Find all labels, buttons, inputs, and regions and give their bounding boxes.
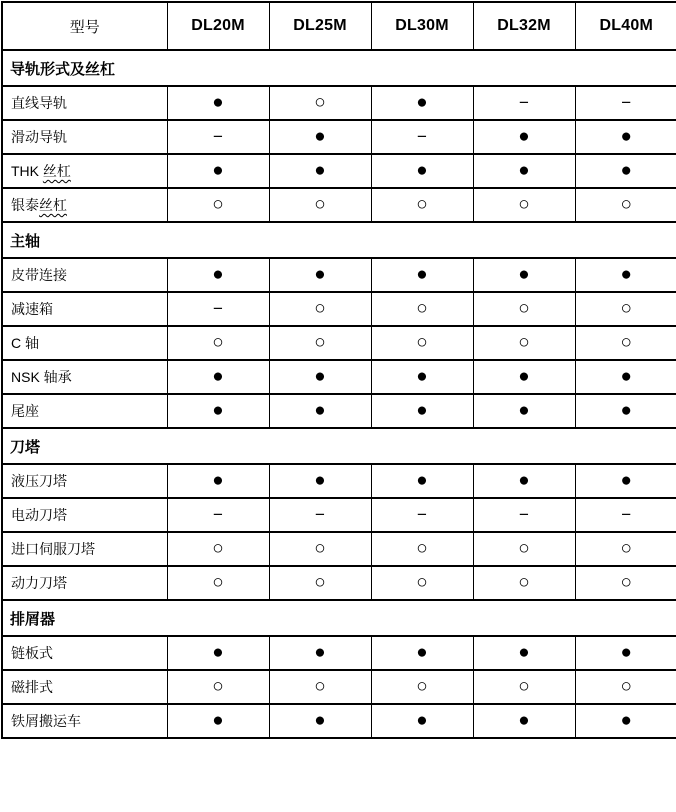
header-row	[2, 2, 676, 50]
row-label: 银泰丝杠	[2, 188, 167, 222]
row-label: 链板式	[2, 636, 167, 670]
open-circle-icon: ○	[518, 194, 530, 215]
open-circle-icon: ○	[314, 92, 326, 113]
symbol-cell	[473, 704, 575, 738]
symbol-cell	[371, 292, 473, 326]
symbol-cell	[167, 704, 269, 738]
filled-circle-icon: ●	[416, 366, 428, 387]
row-label: C 轴	[2, 326, 167, 360]
filled-circle-icon: ●	[314, 366, 326, 387]
section-title: 导轨形式及丝杠	[2, 50, 676, 86]
open-circle-icon: ○	[212, 572, 224, 593]
section-row	[2, 600, 676, 636]
filled-circle-icon: ●	[518, 366, 530, 387]
symbol-cell	[371, 532, 473, 566]
symbol-cell	[575, 120, 676, 154]
symbol-cell	[575, 464, 676, 498]
open-circle-icon: ○	[416, 332, 428, 353]
filled-circle-icon: ●	[416, 470, 428, 491]
symbol-cell	[473, 360, 575, 394]
symbol-cell	[575, 326, 676, 360]
symbol-cell	[473, 394, 575, 428]
symbol-cell	[371, 636, 473, 670]
row-label: 磁排式	[2, 670, 167, 704]
open-circle-icon: ○	[314, 538, 326, 559]
symbol-cell	[269, 704, 371, 738]
symbol-cell	[269, 86, 371, 120]
open-circle-icon: ○	[620, 332, 632, 353]
filled-circle-icon: ●	[212, 642, 224, 663]
filled-circle-icon: ●	[416, 160, 428, 181]
symbol-cell	[269, 566, 371, 600]
filled-circle-icon: ●	[314, 642, 326, 663]
filled-circle-icon: ●	[212, 160, 224, 181]
dash-icon: −	[315, 504, 325, 524]
symbol-cell	[167, 532, 269, 566]
table-row	[2, 704, 676, 738]
filled-circle-icon: ●	[416, 264, 428, 285]
filled-circle-icon: ●	[620, 126, 632, 147]
symbol-cell	[167, 566, 269, 600]
row-label: 尾座	[2, 394, 167, 428]
symbol-cell	[473, 188, 575, 222]
symbol-cell	[371, 326, 473, 360]
filled-circle-icon: ●	[620, 264, 632, 285]
symbol-cell	[473, 636, 575, 670]
header-model: DL32M	[473, 2, 575, 50]
symbol-cell	[575, 670, 676, 704]
open-circle-icon: ○	[416, 572, 428, 593]
table-row	[2, 636, 676, 670]
filled-circle-icon: ●	[314, 400, 326, 421]
row-label: NSK 轴承	[2, 360, 167, 394]
open-circle-icon: ○	[314, 298, 326, 319]
symbol-cell	[167, 154, 269, 188]
filled-circle-icon: ●	[314, 710, 326, 731]
symbol-cell	[167, 292, 269, 326]
symbol-cell	[371, 464, 473, 498]
symbol-cell	[575, 394, 676, 428]
open-circle-icon: ○	[518, 538, 530, 559]
table-row	[2, 532, 676, 566]
open-circle-icon: ○	[518, 332, 530, 353]
open-circle-icon: ○	[314, 332, 326, 353]
symbol-cell	[269, 532, 371, 566]
section-row	[2, 222, 676, 258]
symbol-cell	[167, 188, 269, 222]
open-circle-icon: ○	[518, 572, 530, 593]
filled-circle-icon: ●	[620, 160, 632, 181]
symbol-cell	[269, 326, 371, 360]
spellcheck-wavy-underline: 丝杠	[39, 197, 67, 213]
filled-circle-icon: ●	[518, 160, 530, 181]
symbol-cell	[371, 258, 473, 292]
symbol-cell	[371, 86, 473, 120]
open-circle-icon: ○	[620, 676, 632, 697]
table-row	[2, 566, 676, 600]
filled-circle-icon: ●	[620, 400, 632, 421]
section-row	[2, 50, 676, 86]
symbol-cell	[167, 394, 269, 428]
spellcheck-wavy-underline: 丝杠	[42, 163, 71, 179]
symbol-cell	[473, 498, 575, 532]
symbol-cell	[371, 704, 473, 738]
symbol-cell	[269, 464, 371, 498]
row-label: 铁屑搬运车	[2, 704, 167, 738]
symbol-cell	[473, 532, 575, 566]
symbol-cell	[371, 154, 473, 188]
open-circle-icon: ○	[518, 298, 530, 319]
open-circle-icon: ○	[620, 572, 632, 593]
dash-icon: −	[621, 92, 632, 112]
symbol-cell	[473, 154, 575, 188]
symbol-cell	[269, 360, 371, 394]
table-row	[2, 464, 676, 498]
table-row	[2, 154, 676, 188]
open-circle-icon: ○	[518, 676, 530, 697]
symbol-cell	[473, 86, 575, 120]
symbol-cell	[575, 154, 676, 188]
filled-circle-icon: ●	[620, 366, 632, 387]
symbol-cell	[167, 120, 269, 154]
table-row	[2, 326, 676, 360]
symbol-cell	[371, 394, 473, 428]
symbol-cell	[575, 360, 676, 394]
symbol-cell	[167, 86, 269, 120]
row-label: 滑动导轨	[2, 120, 167, 154]
symbol-cell	[473, 120, 575, 154]
filled-circle-icon: ●	[212, 264, 224, 285]
header-model: DL25M	[269, 2, 371, 50]
filled-circle-icon: ●	[620, 710, 632, 731]
symbol-cell	[269, 258, 371, 292]
spec-table-body	[2, 50, 676, 738]
open-circle-icon: ○	[314, 572, 326, 593]
table-row	[2, 360, 676, 394]
symbol-cell	[167, 670, 269, 704]
open-circle-icon: ○	[212, 332, 224, 353]
symbol-cell	[575, 704, 676, 738]
section-row	[2, 428, 676, 464]
table-row	[2, 394, 676, 428]
table-row	[2, 188, 676, 222]
symbol-cell	[167, 326, 269, 360]
filled-circle-icon: ●	[212, 470, 224, 491]
open-circle-icon: ○	[416, 194, 428, 215]
row-label: 液压刀塔	[2, 464, 167, 498]
header-model-column-label: 型号	[2, 2, 167, 50]
symbol-cell	[473, 464, 575, 498]
open-circle-icon: ○	[314, 194, 326, 215]
header-model: DL20M	[167, 2, 269, 50]
spec-table	[1, 1, 676, 739]
symbol-cell	[473, 258, 575, 292]
open-circle-icon: ○	[620, 538, 632, 559]
symbol-cell	[167, 464, 269, 498]
table-row	[2, 86, 676, 120]
symbol-cell	[269, 498, 371, 532]
open-circle-icon: ○	[416, 298, 428, 319]
dash-icon: −	[519, 504, 529, 524]
open-circle-icon: ○	[212, 194, 224, 215]
filled-circle-icon: ●	[416, 642, 428, 663]
symbol-cell	[371, 566, 473, 600]
symbol-cell	[371, 120, 473, 154]
open-circle-icon: ○	[620, 298, 632, 319]
symbol-cell	[575, 292, 676, 326]
symbol-cell	[269, 120, 371, 154]
symbol-cell	[269, 636, 371, 670]
symbol-cell	[575, 86, 676, 120]
filled-circle-icon: ●	[416, 400, 428, 421]
filled-circle-icon: ●	[314, 160, 326, 181]
symbol-cell	[575, 188, 676, 222]
symbol-cell	[167, 360, 269, 394]
row-label: 进口伺服刀塔	[2, 532, 167, 566]
symbol-cell	[269, 154, 371, 188]
row-label: 电动刀塔	[2, 498, 167, 532]
symbol-cell	[371, 670, 473, 704]
filled-circle-icon: ●	[212, 400, 224, 421]
table-row	[2, 258, 676, 292]
row-label: 直线导轨	[2, 86, 167, 120]
filled-circle-icon: ●	[416, 710, 428, 731]
row-label: 皮带连接	[2, 258, 167, 292]
filled-circle-icon: ●	[518, 710, 530, 731]
row-label: 减速箱	[2, 292, 167, 326]
filled-circle-icon: ●	[212, 366, 224, 387]
symbol-cell	[371, 188, 473, 222]
symbol-cell	[269, 394, 371, 428]
section-title: 主轴	[2, 222, 676, 258]
table-row	[2, 498, 676, 532]
filled-circle-icon: ●	[518, 126, 530, 147]
open-circle-icon: ○	[620, 194, 632, 215]
open-circle-icon: ○	[314, 676, 326, 697]
open-circle-icon: ○	[212, 538, 224, 559]
section-title: 刀塔	[2, 428, 676, 464]
symbol-cell	[167, 498, 269, 532]
symbol-cell	[269, 292, 371, 326]
table-row	[2, 670, 676, 704]
symbol-cell	[371, 498, 473, 532]
symbol-cell	[167, 636, 269, 670]
symbol-cell	[575, 566, 676, 600]
dash-icon: −	[417, 126, 427, 146]
filled-circle-icon: ●	[518, 264, 530, 285]
dash-icon: −	[213, 504, 223, 524]
table-row	[2, 292, 676, 326]
symbol-cell	[269, 188, 371, 222]
symbol-cell	[473, 566, 575, 600]
symbol-cell	[473, 292, 575, 326]
section-title: 排屑器	[2, 600, 676, 636]
filled-circle-icon: ●	[416, 92, 428, 113]
table-row	[2, 120, 676, 154]
symbol-cell	[473, 670, 575, 704]
dash-icon: −	[213, 126, 223, 146]
filled-circle-icon: ●	[620, 642, 632, 663]
filled-circle-icon: ●	[314, 126, 326, 147]
row-label: THK 丝杠	[2, 154, 167, 188]
open-circle-icon: ○	[416, 676, 428, 697]
filled-circle-icon: ●	[314, 264, 326, 285]
filled-circle-icon: ●	[314, 470, 326, 491]
symbol-cell	[473, 326, 575, 360]
open-circle-icon: ○	[212, 676, 224, 697]
filled-circle-icon: ●	[212, 710, 224, 731]
symbol-cell	[575, 258, 676, 292]
symbol-cell	[269, 670, 371, 704]
symbol-cell	[575, 636, 676, 670]
open-circle-icon: ○	[416, 538, 428, 559]
header-model: DL30M	[371, 2, 473, 50]
filled-circle-icon: ●	[518, 470, 530, 491]
symbol-cell	[575, 532, 676, 566]
symbol-cell	[575, 498, 676, 532]
header-model: DL40M	[575, 2, 676, 50]
filled-circle-icon: ●	[620, 470, 632, 491]
symbol-cell	[371, 360, 473, 394]
dash-icon: −	[519, 92, 529, 112]
dash-icon: −	[417, 504, 427, 524]
dash-icon: −	[213, 298, 223, 318]
filled-circle-icon: ●	[518, 642, 530, 663]
dash-icon: −	[621, 504, 632, 524]
row-label: 动力刀塔	[2, 566, 167, 600]
symbol-cell	[167, 258, 269, 292]
filled-circle-icon: ●	[518, 400, 530, 421]
filled-circle-icon: ●	[212, 92, 224, 113]
